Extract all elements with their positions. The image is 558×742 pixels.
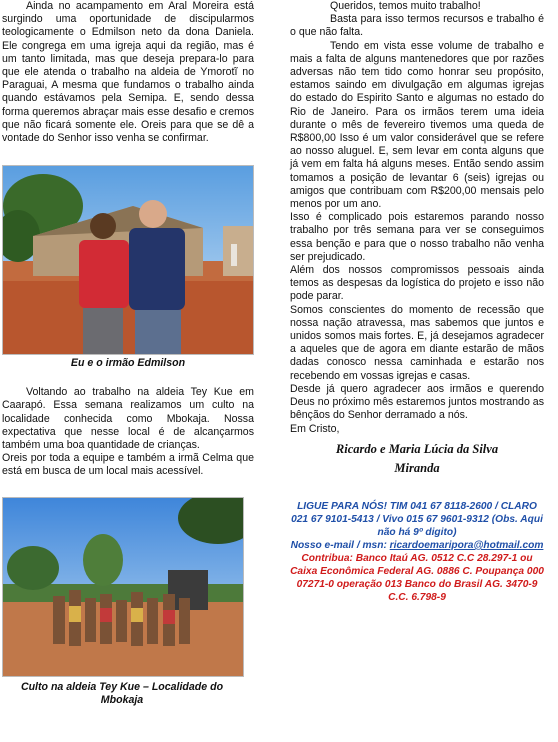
photo-edmilson-caption: Eu e o irmão Edmilson: [70, 357, 186, 370]
photo-edmilson: [2, 165, 254, 355]
closing: Em Cristo,: [290, 422, 340, 435]
photo-culto-image: [3, 498, 243, 676]
expenses-paragraph: Além dos nossos compromissos pessoais ainda temos as despesas da logística do projeto e isso não pode parar.: [290, 264, 544, 303]
prayer-paragraph: Oreis por toda a equipe e também a irmã Celma que está em busca de um local mais acessível.: [2, 452, 254, 478]
left-column: [2, 0, 254, 707]
signature-line-2: Miranda: [394, 460, 440, 475]
thanks-paragraph: Desde já quero agradecer aos irmãos e querendo Deus no próximo mês estaremos juntos mostrando as bênçãos do Senhor derramado a nós.: [290, 382, 544, 422]
photo-culto-caption: Culto na aldeia Tey Kue – Localidade do Mbokaja: [20, 680, 224, 706]
greeting: Queridos, temos muito trabalho!: [330, 0, 481, 12]
resources-paragraph: Basta para isso termos recursos e trabalho é o que não falta.: [290, 13, 544, 39]
contact-phone: LIGUE PARA NÓS! TIM 041 67 8118-2600 / CLARO 021 67 9101-5413 / Vivo 015 67 9601-9312 (Obs. Aqui não há 9º digito): [291, 500, 543, 538]
intro-paragraph: Ainda no acampamento em Aral Moreira está surgindo uma oportunidade de discipularmos teologicamente o Edmilson neto da dona Daniela. Ele congrega em uma igreja aqui da região, mas é um tanto limitada, mas que deseja prepara-lo para que ele atenda o trabalho na aldeia de Ymorotĩ no Paraguai, A mesma que fundamos o trabalho ainda quando estávamos pela Semipa. E, sendo dessa forma queremos abraçar mais esse desafio e cremos que não ficará somente ele. Oreis para que se dê a vontade do Senhor isso venha se confirmar.: [2, 0, 254, 145]
pause-paragraph: Isso é complicado pois estaremos parando nosso trabalho por três semana para ver se conseguimos essa benção e para que o nosso trabalho não venha ser prejudicado.: [290, 211, 544, 263]
contact-email-label: Nosso e-mail / msn:: [290, 539, 390, 551]
teykue-paragraph: Voltando ao trabalho na aldeia Tey Kue em Caarapó. Essa semana realizamos um culto na localidade conhecida como Mbokaja. Nossa expectativa que nesse local é de alcançarmos também uma boa quantidade de crianças.: [2, 386, 254, 452]
photo-edmilson-image: [3, 166, 253, 354]
contact-email-line: [290, 539, 544, 552]
photo-culto: [2, 497, 244, 677]
right-column: [290, 0, 544, 604]
signature-line-1: Ricardo e Maria Lúcia da Silva: [335, 441, 499, 456]
supporters-paragraph: Tendo em vista esse volume de trabalho e mais a falta de alguns mantenedores que por razões adversas não tem tido como honrar seu propósito, estamos saindo em divulgação em algumas igrejas do estado do Espirito Santo e algumas no estado do Rio de Janeiro. Para os irmãos terem uma ideia durante o mês de fevereiro tivemos uma queda de R$800,00 Isso é um valor considerável que se refere ao nosso aluguel. E, sem levar em conta alguns que já vem em falta há alguns meses. Então sendo assim tomamos a posição de levantar 6 (seis) igrejas ou amigos que contribuam com R$200,00 mensais pelo menos por um ano.: [290, 39, 544, 211]
recession-paragraph: Somos conscientes do momento de recessão que nossa nação atravessa, mas sabemos que juntos e unidos somos mais fortes. E, já desejamos agradecer a aqueles que de agora em diante estarão de mãos dadas conosco nessa caminhada e estarão nos recebendo em vossas igrejas e casas.: [290, 303, 544, 382]
bank-info: Contribua: Banco Itaú AG. 0512 C.C 28.297-1 ou Caixa Econômica Federal AG. 0886 C. Poupança 000 07271-0 operação 013 Banco do Brasil AG. 3470-9 C.C. 6.798-9: [290, 552, 544, 603]
contact-email-link[interactable]: ricardoemaripora@hotmail.com: [389, 539, 544, 551]
signature: [290, 440, 544, 478]
